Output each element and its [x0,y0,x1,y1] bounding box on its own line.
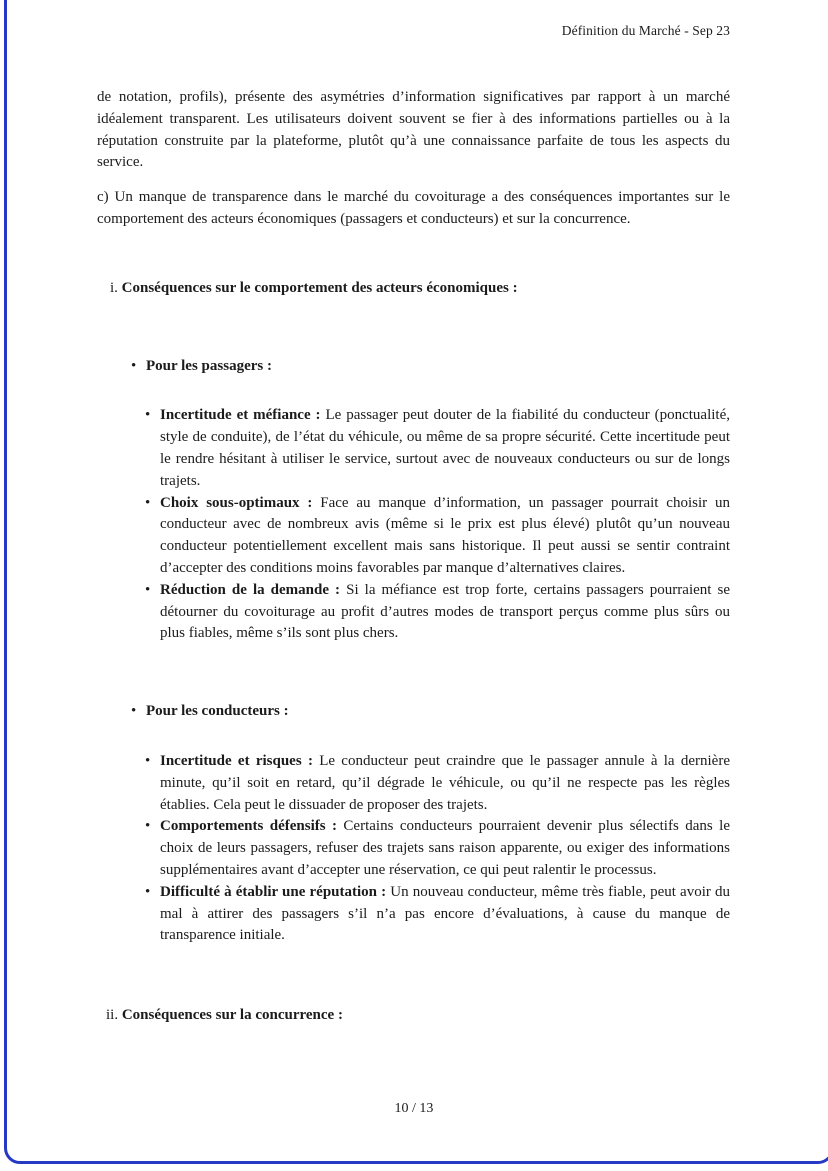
paragraph-intro: de notation, profils), présente des asymétries d’information significatives par rapport à un marché idéalement transparent. Les utilisateurs doivent souvent se fier à des informations partielles ou à la réputation construite par la plateforme, plutôt qu’à une connaissance parfaite de tous les aspects du service. [97,89,730,171]
bullet-icon: • [145,494,151,511]
bullet-icon: • [145,581,151,598]
bullet-icon: • [131,357,137,374]
list-item [97,751,730,816]
item-lead: Incertitude et méfiance : [160,407,321,424]
bullet-icon: • [145,883,151,900]
group-title-text: Pour les passagers : [146,357,272,374]
bullet-icon: • [145,752,151,769]
list-item [97,882,730,947]
list-item [97,580,730,645]
heading-numeral: ii. [106,1007,119,1024]
page-content [97,87,730,1027]
group-passagers [97,356,730,646]
item-lead: Réduction de la demande : [160,581,341,598]
page-header [97,23,730,39]
item-lead: Comportements défensifs : [160,818,337,835]
header-title: Définition du Marché - Sep 23 [561,23,730,38]
list-item [97,405,730,492]
item-lead: Difficulté à établir une réputation : [160,883,387,900]
paragraph-c: c) Un manque de transparence dans le marché du covoiturage a des conséquences importantes sur le comportement des acteurs économiques (passagers et conducteurs) et sur la concurrence. [97,189,730,227]
bullet-icon: • [131,703,137,720]
group-conducteurs [97,701,730,947]
group-title [97,701,730,723]
heading-numeral: i. [110,279,118,296]
list-item [97,816,730,881]
item-text: Un nouveau conducteur, même très fiable, peut avoir du mal à attirer des passagers s’il n’a pas encore d’évaluations, à cause du manque de transparence initiale. [160,883,730,944]
item-text: Face au manque d’information, un passager pourrait choisir un conducteur avec de nombreux avis (même si le prix est plus élevé) plutôt qu’un nouveau conducteur potentiellement excellent mais sans historique. Il peut aussi se sentir contraint d’accepter des conditions moins favorables par manque d’alternatives claires. [160,494,730,576]
group-title [97,356,730,378]
group-title-text: Pour les conducteurs : [146,703,289,720]
section-heading-ii [106,1005,730,1027]
bullet-list [97,405,730,645]
item-text: Si la méfiance est trop forte, certains passagers pourraient se détourner du covoiturage au profit d’autres modes de transport perçus comme plus sûrs ou plus fiables, même s’ils sont plus chers. [160,581,730,642]
bullet-icon: • [145,818,151,835]
list-item [97,493,730,580]
item-text: Le passager peut douter de la fiabilité du conducteur (ponctualité, style de conduite), de l’état du véhicule, ou même de sa propre sécurité. Cette incertitude peut le rendre hésitant à utiliser le service, surtout avec de nouveaux conducteurs ou sur de longs trajets. [160,407,731,489]
page-number: 10 / 13 [394,1101,434,1116]
bullet-list [97,751,730,947]
item-lead: Incertitude et risques : [160,752,313,769]
bullet-icon: • [145,407,151,424]
item-text: Certains conducteurs pourraient devenir plus sélectifs dans le choix de leurs passagers, refuser des trajets sans raison apparente, ou exiger des informations supplémentaires avant d’accepter une réservation, ce qui peut ralentir le processus. [160,818,730,878]
item-text: Le conducteur peut craindre que le passager annule à la dernière minute, qu’il soit en retard, qu’il dégrade le véhicule, ou qu’il ne respecte pas les règles établies. Cela peut le dissuader de proposer des trajets. [160,752,730,813]
section-heading-i [110,278,730,300]
heading-text: Conséquences sur la concurrence : [121,1007,343,1024]
item-lead: Choix sous-optimaux : [160,494,313,511]
heading-text: Conséquences sur le comportement des acteurs économiques : [121,279,518,296]
